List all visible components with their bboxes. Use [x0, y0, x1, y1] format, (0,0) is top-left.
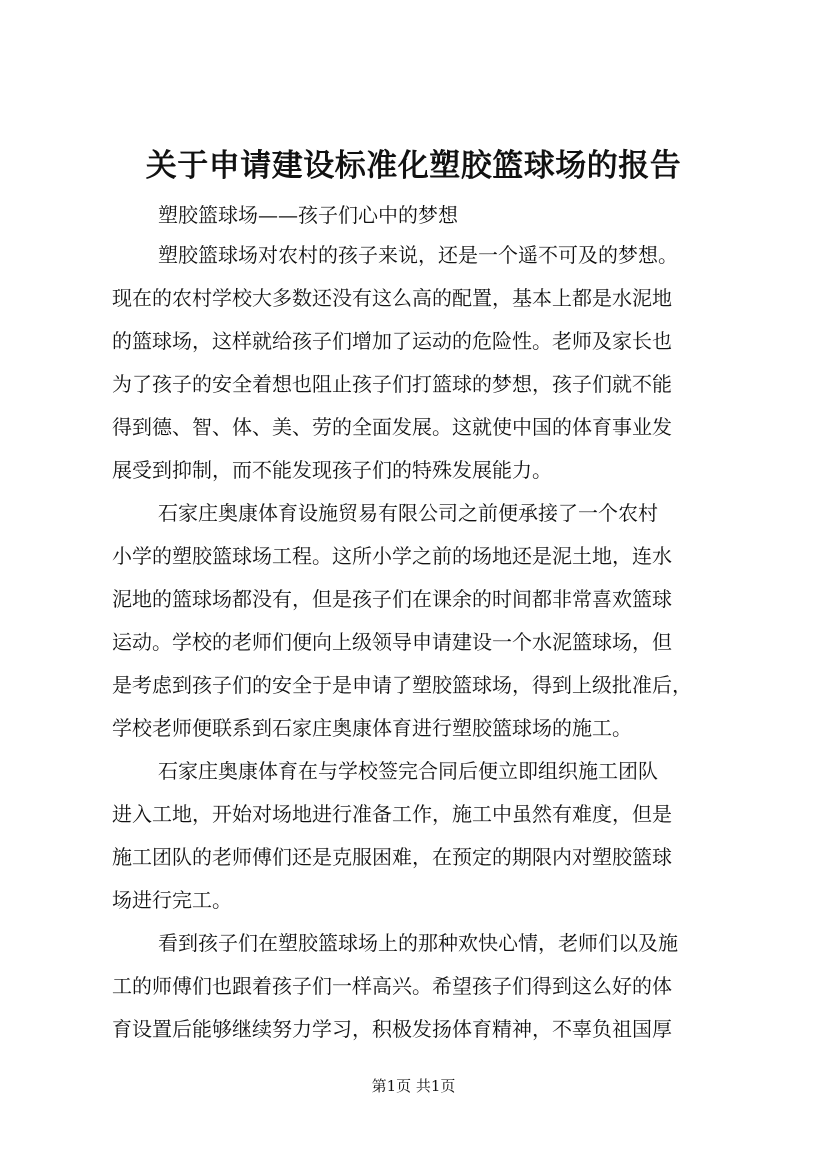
paragraph-line: 塑胶篮球场对农村的孩子来说，还是一个遥不可及的梦想。 [158, 243, 678, 267]
paragraph-line: 运动。学校的老师们便向上级领导申请建设一个水泥篮球场，但 [112, 630, 672, 654]
paragraph-line: 石家庄奥康体育设施贸易有限公司之前便承接了一个农村 [158, 501, 658, 525]
paragraph-line: 进入工地，开始对场地进行准备工作，施工中虽然有难度，但是 [112, 802, 672, 826]
paragraph-line: 施工团队的老师傅们还是克服困难，在预定的期限内对塑胶篮球 [112, 845, 672, 869]
document-subtitle: 塑胶篮球场——孩子们心中的梦想 [158, 203, 458, 227]
page-footer: 第1页 共1页 [371, 1077, 456, 1095]
paragraph-line: 育设置后能够继续努力学习，积极发扬体育精神，不辜负祖国厚 [112, 1017, 672, 1041]
paragraph-line: 的篮球场，这样就给孩子们增加了运动的危险性。老师及家长也 [112, 329, 672, 353]
paragraph-line: 为了孩子的安全着想也阻止孩子们打篮球的梦想，孩子们就不能 [112, 372, 672, 396]
paragraph-line: 泥地的篮球场都没有，但是孩子们在课余的时间都非常喜欢篮球 [112, 587, 672, 611]
paragraph-line: 场进行完工。 [112, 888, 232, 912]
paragraph-line: 看到孩子们在塑胶篮球场上的那种欢快心情，老师们以及施 [158, 931, 678, 955]
paragraph-line: 是考虑到孩子们的安全于是申请了塑胶篮球场，得到上级批准后， [112, 673, 692, 697]
paragraph-line: 展受到抑制，而不能发现孩子们的特殊发展能力。 [112, 458, 552, 482]
paragraph-line: 小学的塑胶篮球场工程。这所小学之前的场地还是泥土地，连水 [112, 544, 672, 568]
document-title: 关于申请建设标准化塑胶篮球场的报告 [145, 148, 682, 184]
paragraph-line: 得到德、智、体、美、劳的全面发展。这就使中国的体育事业发 [112, 415, 672, 439]
paragraph-line: 石家庄奥康体育在与学校签完合同后便立即组织施工团队 [158, 759, 658, 783]
paragraph-line: 学校老师便联系到石家庄奥康体育进行塑胶篮球场的施工。 [112, 716, 632, 740]
paragraph-line: 工的师傅们也跟着孩子们一样高兴。希望孩子们得到这么好的体 [112, 974, 672, 998]
paragraph-line: 现在的农村学校大多数还没有这么高的配置，基本上都是水泥地 [112, 286, 672, 310]
